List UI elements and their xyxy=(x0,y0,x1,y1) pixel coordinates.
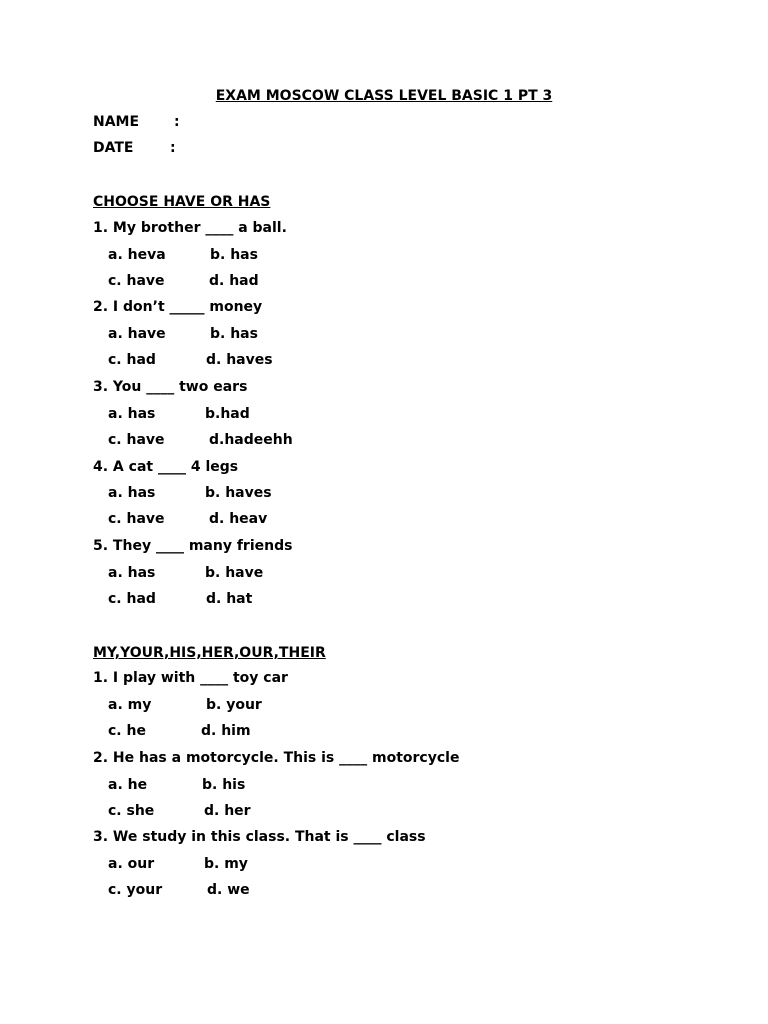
option-c[interactable]: c. had xyxy=(108,591,156,607)
option-b[interactable]: b. haves xyxy=(205,485,272,501)
option-a[interactable]: a. he xyxy=(108,777,148,793)
option-b[interactable]: b. his xyxy=(202,777,246,793)
option-c[interactable]: c. he xyxy=(108,723,146,739)
option-a[interactable]: a. have xyxy=(108,326,166,342)
page-title: EXAM MOSCOW CLASS LEVEL BASIC 1 PT 3 xyxy=(215,88,553,104)
question-text: 3. You ____ two ears xyxy=(93,379,248,395)
option-c[interactable]: c. had xyxy=(108,352,156,368)
option-c[interactable]: c. your xyxy=(108,882,163,898)
option-a[interactable]: a. my xyxy=(108,697,152,713)
option-d[interactable]: d. her xyxy=(204,803,251,819)
question-text: 2. I don’t _____ money xyxy=(93,299,263,315)
option-a[interactable]: a. our xyxy=(108,856,155,872)
option-a[interactable]: a. has xyxy=(108,406,156,422)
option-d[interactable]: d. had xyxy=(209,273,259,289)
option-b[interactable]: b. have xyxy=(205,565,264,581)
date-field-label: DATE xyxy=(93,140,134,156)
name-field-colon: : xyxy=(174,114,180,130)
option-c[interactable]: c. have xyxy=(108,511,165,527)
option-a[interactable]: a. has xyxy=(108,485,156,501)
question-text: 2. He has a motorcycle. This is ____ motorcycle xyxy=(93,750,460,766)
name-field-label: NAME xyxy=(93,114,140,130)
option-b[interactable]: b. has xyxy=(210,326,258,342)
question-text: 1. I play with ____ toy car xyxy=(93,670,288,686)
option-b[interactable]: b. has xyxy=(210,247,258,263)
option-d[interactable]: d.hadeehh xyxy=(209,432,293,448)
option-c[interactable]: c. she xyxy=(108,803,155,819)
option-a[interactable]: a. heva xyxy=(108,247,166,263)
question-text: 1. My brother ____ a ball. xyxy=(93,220,287,236)
option-b[interactable]: b.had xyxy=(205,406,250,422)
option-d[interactable]: d. hat xyxy=(206,591,253,607)
option-d[interactable]: d. heav xyxy=(209,511,268,527)
question-text: 4. A cat ____ 4 legs xyxy=(93,459,239,475)
option-b[interactable]: b. your xyxy=(206,697,262,713)
option-d[interactable]: d. him xyxy=(201,723,251,739)
section-heading-have-has: CHOOSE HAVE OR HAS xyxy=(93,194,271,210)
option-c[interactable]: c. have xyxy=(108,432,165,448)
section-heading-possessives: MY,YOUR,HIS,HER,OUR,THEIR xyxy=(93,645,326,661)
option-d[interactable]: d. haves xyxy=(206,352,273,368)
question-text: 5. They ____ many friends xyxy=(93,538,293,554)
date-field-colon: : xyxy=(170,140,176,156)
option-b[interactable]: b. my xyxy=(204,856,248,872)
option-a[interactable]: a. has xyxy=(108,565,156,581)
option-d[interactable]: d. we xyxy=(207,882,250,898)
option-c[interactable]: c. have xyxy=(108,273,165,289)
question-text: 3. We study in this class. That is ____ class xyxy=(93,829,426,845)
